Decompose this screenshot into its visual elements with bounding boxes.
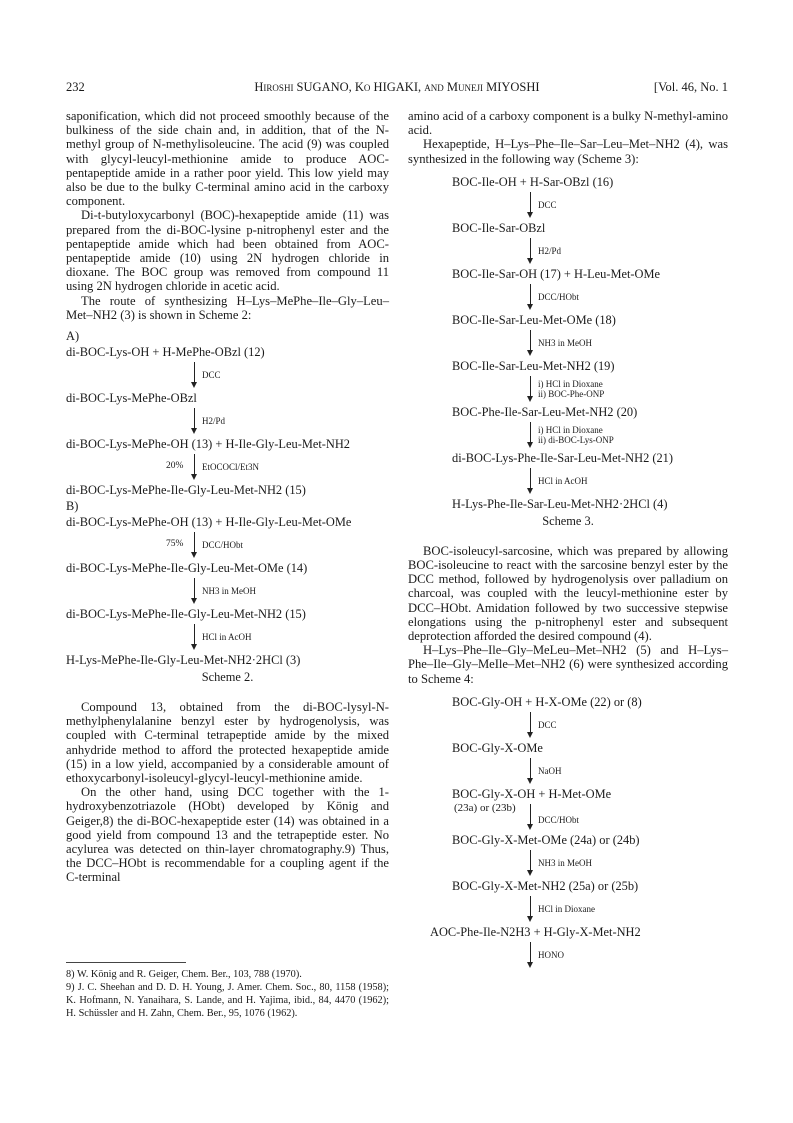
- reagent: DCC/HObt: [538, 291, 580, 302]
- scheme-compound: di-BOC-Lys-MePhe-OH (13) + H-Ile-Gly-Leu-Met-OMe: [66, 515, 352, 530]
- paragraph: BOC-isoleucyl-sarcosine, which was prepared by allowing BOC-isoleucine to react with the sarcosine benzyl ester by the DCC method, followed by hydrogenolysis over palladium on charcoal, was coupled with the leucyl-methionine ester by DCC–HObt. Amidation followed by two successive stepwise elongations using the p-nitrophenyl ester and subsequent deprotection afforded the desired compound (4).: [408, 543, 728, 644]
- reaction-arrow: [452, 236, 728, 266]
- reagent: DCC: [538, 719, 557, 730]
- scheme-compound: di-BOC-Lys-MePhe-OH (13) + H-Ile-Gly-Leu-Met-NH2: [66, 437, 350, 452]
- paragraph: amino acid of a carboxy component is a bulky N-methyl-amino acid.: [408, 109, 729, 138]
- footnote: 9) J. C. Sheehan and D. D. H. Young, J. Amer. Chem. Soc., 80, 1158 (1958); K. Hofmann, N. Yanaihara, S. Lande, and H. Yajima, ibid., 84, 4470 (1962); H. Schüssler and H. Zahn, Chem. Ber., 95, 1076 (1962).: [66, 982, 389, 1019]
- reagent: DCC: [202, 370, 221, 381]
- reagent: HCl in AcOH: [202, 632, 252, 643]
- reaction-arrow: [66, 530, 389, 560]
- scheme-compound: BOC-Ile-Sar-Leu-Met-OMe (18): [452, 312, 616, 327]
- reaction-arrow: [452, 374, 728, 404]
- reagent: NaOH: [538, 765, 562, 776]
- yield: 75%: [166, 539, 184, 550]
- reaction-arrow: [66, 360, 389, 390]
- paragraph: saponification, which did not proceed smoothly because of the bulkiness of the side chain and, in addition, that of the N-methyl group of N-methylisoleucine. The acid (9) was coupled with glycyl-leucyl-methionine amide to produce AOC-pentapeptide amide in a rather poor yield. This low yield may also be due to the bulky C-terminal amino acid in the carboxy component.: [66, 109, 389, 209]
- reaction-arrow: [66, 576, 389, 606]
- scheme-compound: di-BOC-Lys-MePhe-Ile-Gly-Leu-Met-OMe (14): [66, 561, 308, 576]
- reagent: i) HCl in Dioxane: [538, 424, 603, 435]
- paragraph: On the other hand, using DCC together with the 1-hydroxybenzotriazole (HObt) developed by König and Geiger,8) the di-BOC-hexapeptide ester (14) was obtained in a good yield from compound 13 and the tetrapeptide ester. No acylurea was detected on thin-layer chromatography.9) Thus, the DCC–HObt is recommendable for a coupling agent if the C-terminal: [66, 785, 389, 885]
- scheme-compound: BOC-Gly-OH + H-X-OMe (22) or (8): [452, 694, 642, 709]
- reaction-arrow: [452, 282, 728, 312]
- volume-issue: [Vol. 46, No. 1: [653, 80, 728, 94]
- reaction-arrow: [66, 452, 389, 482]
- paragraph: H–Lys–Phe–Ile–Gly–MeLeu–Met–NH2 (5) and H–Lys–Phe–Ile–Gly–MeIle–Met–NH2 (6) were synthesized according to Scheme 4:: [408, 643, 728, 686]
- scheme-compound: BOC-Ile-Sar-Leu-Met-NH2 (19): [452, 358, 615, 373]
- running-header: [66, 80, 728, 98]
- paragraph: Compound 13, obtained from the di-BOC-lysyl-N-methylphenylalanine benzyl ester by hydrogenolysis, was coupled with C-terminal tetrapeptide amide by the mixed anhydride method to afford the protected hexapeptide amide (15) in a low yield, accompanied by a considerable amount of ethoxycarbonyl-isoleucyl-glycyl-leucyl-methionine amide.: [66, 700, 389, 786]
- reaction-arrow: [452, 328, 728, 358]
- reaction-arrow: [452, 802, 728, 832]
- reaction-arrow: [452, 710, 728, 740]
- yield: 20%: [166, 461, 184, 472]
- reaction-arrow: [452, 190, 728, 220]
- scheme-3: [408, 174, 728, 512]
- scheme-compound: H-Lys-MePhe-Ile-Gly-Leu-Met-NH2·2HCl (3): [66, 653, 301, 668]
- paragraph: Hexapeptide, H–Lys–Phe–Ile–Sar–Leu–Met–NH2 (4), was synthesized in the following way (Scheme 3):: [408, 137, 728, 166]
- reaction-arrow: [452, 466, 728, 496]
- scheme-4: [408, 694, 728, 970]
- reaction-arrow: [452, 894, 728, 924]
- scheme-compound: BOC-Ile-Sar-OH (17) + H-Leu-Met-OMe: [452, 266, 661, 281]
- reagent: DCC: [538, 199, 557, 210]
- scheme-compound: BOC-Phe-Ile-Sar-Leu-Met-NH2 (20): [452, 404, 638, 419]
- right-column: [408, 109, 728, 970]
- reaction-arrow: [452, 756, 728, 786]
- reaction-arrow: [452, 848, 728, 878]
- compound-numbers: (23a) or (23b): [454, 801, 516, 814]
- paragraph: Di-t-butyloxycarbonyl (BOC)-hexapeptide amide (11) was prepared from the di-BOC-lysine p-nitrophenyl ester and the pentapeptide amide which had been obtained from AOC-pentapeptide amide (10) using 2N hydrogen chloride in dioxane. The BOC group was removed from compound 11 using 2N hydrogen chloride in acetic acid.: [66, 208, 389, 294]
- footnote: 8) W. König and R. Geiger, Chem. Ber., 103, 788 (1970).: [66, 969, 302, 980]
- scheme-compound: AOC-Phe-Ile-N2H3 + H-Gly-X-Met-NH2: [430, 924, 641, 939]
- page-number: 232: [66, 80, 85, 94]
- reaction-arrow: [452, 940, 728, 970]
- running-authors: Hiroshi SUGANO, Ko HIGAKI, and Muneji MIYOSHI: [254, 80, 540, 94]
- reaction-arrow: [66, 406, 389, 436]
- reagent: ii) di-BOC-Lys-ONP: [538, 434, 614, 445]
- reagent: NH3 in MeOH: [202, 586, 256, 597]
- reagent: i) HCl in Dioxane: [538, 378, 603, 389]
- scheme-caption: Scheme 2.: [201, 670, 254, 685]
- scheme-2: [66, 328, 389, 686]
- scheme-compound: di-BOC-Lys-OH + H-MePhe-OBzl (12): [66, 345, 265, 360]
- scheme-compound: di-BOC-Lys-MePhe-Ile-Gly-Leu-Met-NH2 (15): [66, 607, 306, 622]
- scheme-compound: BOC-Gly-X-OH + H-Met-OMe: [452, 786, 612, 801]
- reagent: HCl in Dioxane: [538, 903, 595, 914]
- reagent: H2/Pd: [202, 416, 226, 427]
- scheme-caption: Scheme 3.: [542, 513, 594, 528]
- scheme-compound: BOC-Gly-X-Met-OMe (24a) or (24b): [452, 832, 640, 847]
- reaction-arrow: [66, 622, 389, 652]
- scheme-compound: BOC-Gly-X-Met-NH2 (25a) or (25b): [452, 878, 639, 893]
- reagent: DCC/HObt: [538, 814, 580, 825]
- scheme-compound: di-BOC-Lys-Phe-Ile-Sar-Leu-Met-NH2 (21): [452, 450, 674, 465]
- paragraph: The route of synthesizing H–Lys–MePhe–Ile–Gly–Leu–Met–NH2 (3) is shown in Scheme 2:: [66, 293, 389, 322]
- scheme-compound: di-BOC-Lys-MePhe-Ile-Gly-Leu-Met-NH2 (15): [66, 483, 306, 498]
- reagent: H2/Pd: [538, 245, 562, 256]
- reagent: HCl in AcOH: [538, 475, 588, 486]
- left-column: [66, 109, 389, 885]
- reagent: HONO: [538, 949, 564, 960]
- reagent: NH3 in MeOH: [538, 337, 592, 348]
- reaction-arrow: [452, 420, 728, 450]
- scheme-label: A): [66, 329, 80, 344]
- reagent: DCC/HObt: [202, 540, 244, 551]
- reagent: ii) BOC-Phe-ONP: [538, 388, 605, 399]
- footnotes: [66, 968, 389, 1020]
- reagent: NH3 in MeOH: [538, 857, 592, 868]
- footnote-rule: [66, 962, 186, 963]
- scheme-compound: H-Lys-Phe-Ile-Sar-Leu-Met-NH2·2HCl (4): [452, 496, 668, 511]
- scheme-compound: di-BOC-Lys-MePhe-OBzl: [66, 391, 197, 406]
- scheme-label: B): [66, 499, 79, 514]
- scheme-compound: BOC-Ile-OH + H-Sar-OBzl (16): [452, 174, 614, 189]
- scheme-compound: BOC-Ile-Sar-OBzl: [452, 220, 546, 235]
- scheme-compound: BOC-Gly-X-OMe: [452, 740, 543, 755]
- reagent: EtOCOCl/Et3N: [202, 462, 260, 473]
